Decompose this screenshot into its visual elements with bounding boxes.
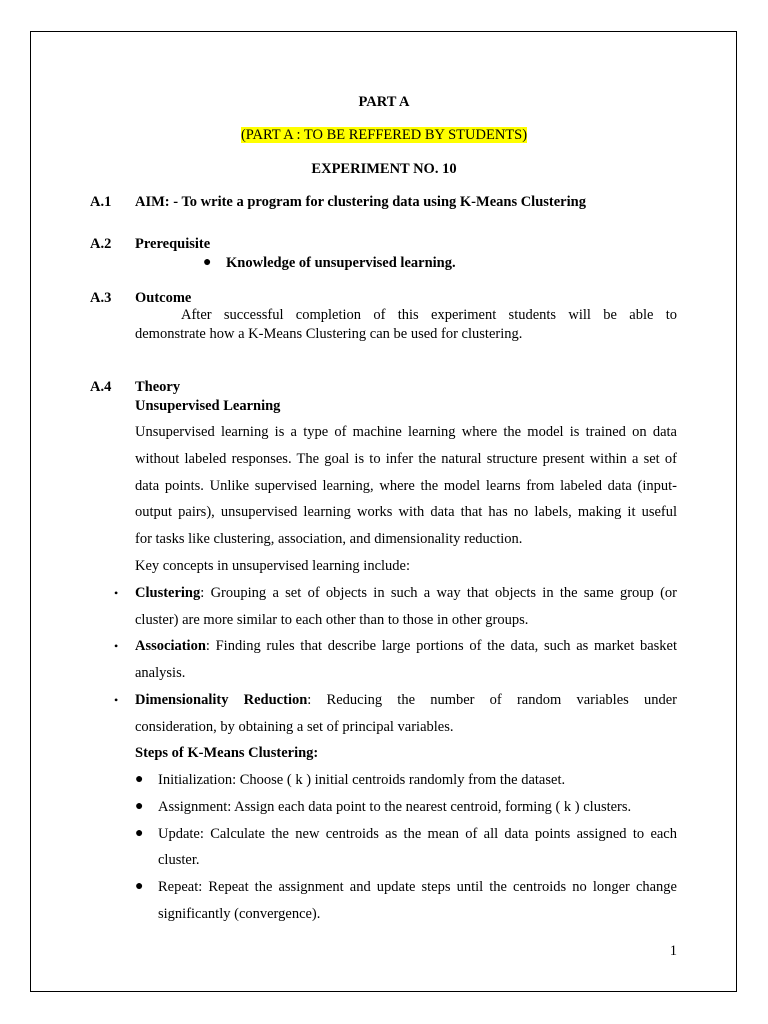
theory-para-line: output pairs), unsupervised learning works with data that has no labels, making it useful: [135, 504, 677, 520]
outcome-heading: Outcome: [135, 290, 192, 306]
concept-dimensionality-line-2: consideration, by obtaining a set of principal variables.: [135, 719, 454, 735]
concept-desc: : Reducing the number of random variables under: [307, 692, 677, 708]
prerequisite-heading: Prerequisite: [135, 236, 211, 252]
bullet-icon: ●: [203, 255, 212, 270]
step-update-line-2: cluster.: [158, 852, 200, 868]
bullet-icon: ●: [135, 799, 144, 814]
concept-term: Dimensionality Reduction: [135, 692, 308, 708]
concept-term: Clustering: [135, 585, 201, 601]
theory-para-line: data points. Unlike supervised learning, where the model learns from labeled data (input-: [135, 478, 677, 494]
a4-number: A.4: [90, 379, 112, 395]
concept-association-line-2: analysis.: [135, 665, 186, 681]
part-subtitle: (PART A : TO BE REFFERED BY STUDENTS): [240, 127, 528, 143]
theory-para-line: Unsupervised learning is a type of machine learning where the model is trained on data: [135, 424, 677, 440]
outcome-line-2: demonstrate how a K-Means Clustering can be used for clustering.: [135, 326, 523, 342]
part-title: PART A: [358, 94, 410, 110]
concept-desc: : Finding rules that describe large portions of the data, such as market basket: [205, 638, 677, 654]
concept-association-line-1: [135, 637, 677, 655]
a2-number: A.2: [90, 236, 112, 252]
key-concepts-intro: Key concepts in unsupervised learning include:: [135, 558, 411, 574]
bullet-icon: •: [114, 693, 119, 707]
concept-clustering-line-2: cluster) are more similar to each other than to those in other groups.: [135, 612, 529, 628]
concept-term: Association: [135, 638, 206, 654]
unsupervised-heading: Unsupervised Learning: [135, 398, 281, 414]
step-update-line-1: Update: Calculate the new centroids as the mean of all data points assigned to each: [158, 826, 677, 842]
a1-number: A.1: [90, 194, 112, 210]
step-repeat-line-2: significantly (convergence).: [158, 906, 321, 922]
step-assignment: Assignment: Assign each data point to the nearest centroid, forming ( k ) clusters.: [158, 799, 632, 815]
part-subtitle-wrap: [0, 126, 768, 144]
theory-para-line: without labeled responses. The goal is to infer the natural structure present within a set of: [135, 451, 677, 467]
bullet-icon: ●: [135, 879, 144, 894]
prerequisite-item: Knowledge of unsupervised learning.: [226, 255, 456, 271]
theory-para-line: for tasks like clustering, association, and dimensionality reduction.: [135, 531, 523, 547]
experiment-number: EXPERIMENT NO. 10: [311, 161, 457, 177]
concept-dimensionality-line-1: [135, 691, 677, 709]
steps-heading: Steps of K-Means Clustering:: [135, 745, 319, 761]
outcome-line-1: After successful completion of this experiment students will be able to: [181, 307, 677, 323]
a3-number: A.3: [90, 290, 112, 306]
step-repeat-line-1: Repeat: Repeat the assignment and update steps until the centroids no longer change: [158, 879, 677, 895]
bullet-icon: ●: [135, 772, 144, 787]
theory-heading: Theory: [135, 379, 181, 395]
step-initialization: Initialization: Choose ( k ) initial centroids randomly from the dataset.: [158, 772, 566, 788]
bullet-icon: ●: [135, 826, 144, 841]
aim-text: AIM: - To write a program for clustering data using K-Means Clustering: [135, 194, 586, 210]
concept-clustering-line-1: [135, 584, 677, 602]
concept-desc: : Grouping a set of objects in such a way that objects in the same group (or: [200, 585, 677, 601]
page-number: 1: [669, 943, 677, 959]
bullet-icon: •: [114, 639, 119, 653]
bullet-icon: •: [114, 586, 119, 600]
